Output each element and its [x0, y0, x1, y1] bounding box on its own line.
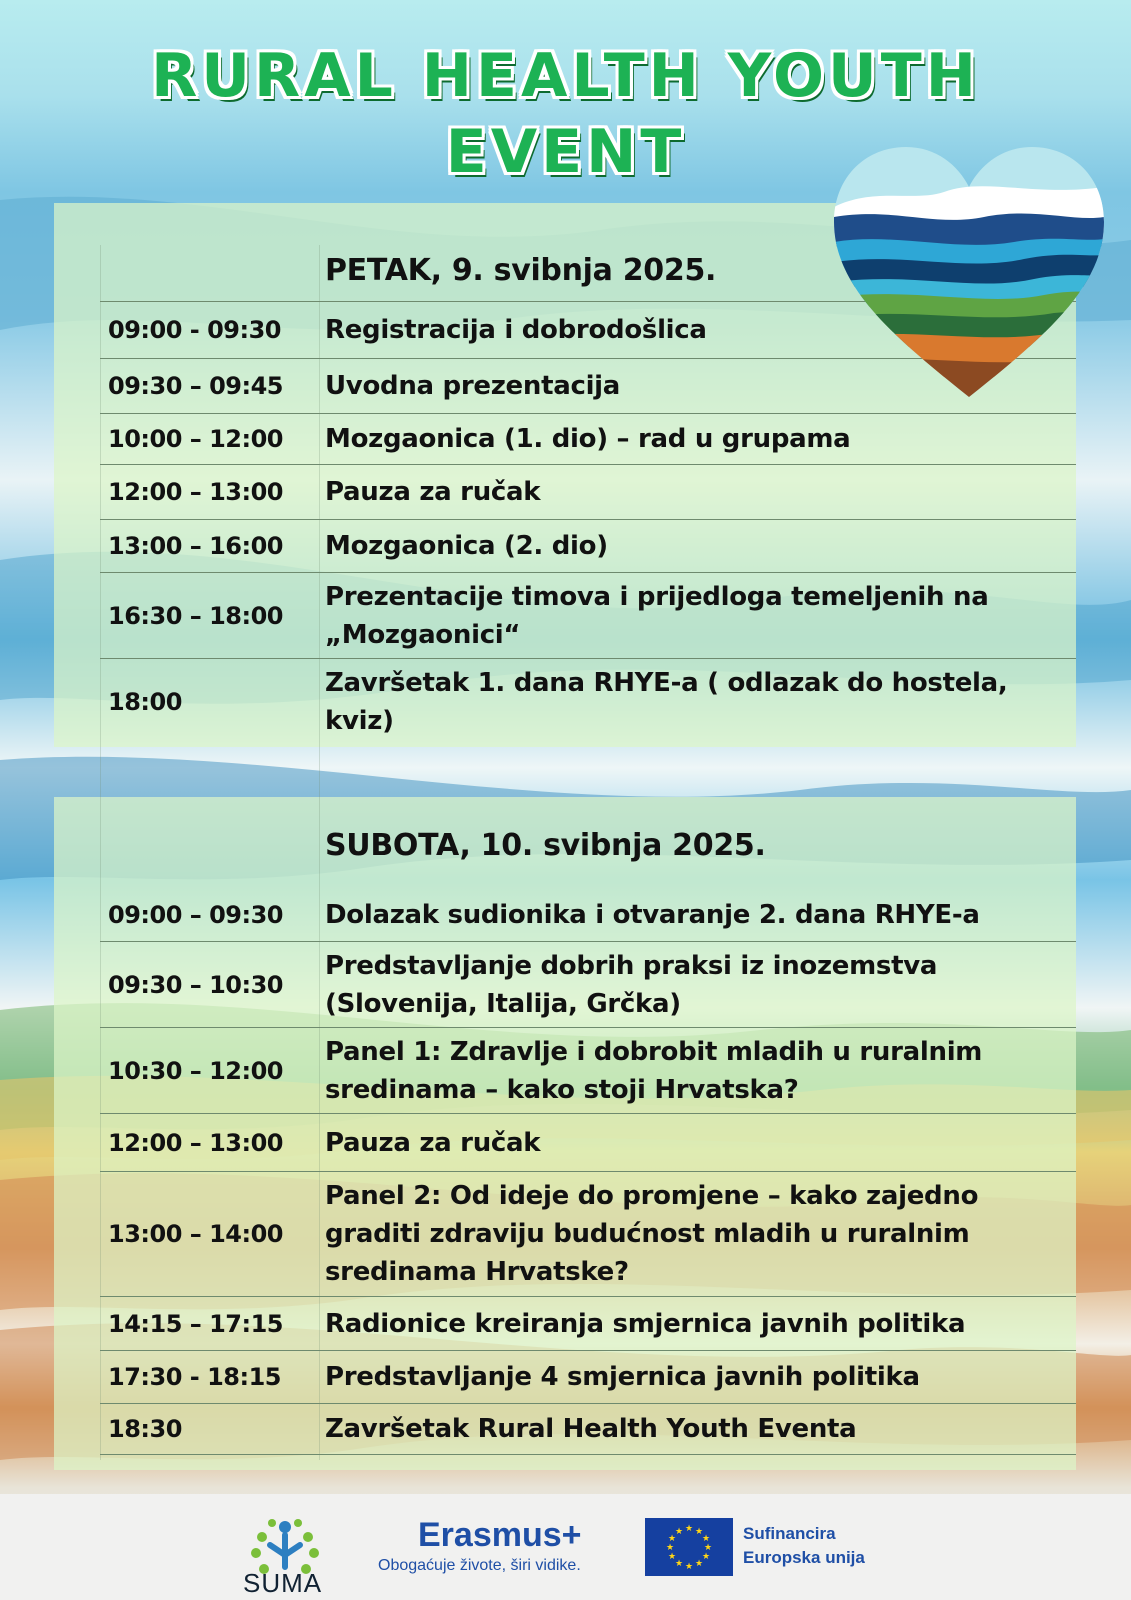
table-row — [100, 1114, 1076, 1172]
table-row — [100, 465, 1076, 520]
row-time: 09:30 – 10:30 — [108, 970, 283, 999]
eu-line-2: Europska unija — [743, 1548, 865, 1567]
table-row — [100, 1351, 1076, 1404]
table-row — [100, 520, 1076, 573]
table-row — [100, 414, 1076, 465]
erasmus-tagline: Obogaćuje živote, širi vidike. — [378, 1557, 581, 1574]
title-line-2: EVENT — [445, 117, 686, 187]
row-activity: Mozgaonica (1. dio) – rad u grupama — [325, 424, 851, 454]
row-activity: Predstavljanje dobrih praksi iz inozemstva (Slovenija, Italija, Grčka) — [325, 950, 938, 1019]
heart-landscape-icon — [834, 147, 1104, 403]
table-row — [100, 889, 1076, 942]
svg-text:★: ★ — [667, 1552, 677, 1562]
table-row — [100, 1297, 1076, 1351]
row-activity: Završetak 1. dana RHYE-a ( odlazak do hostela, kviz) — [325, 668, 1008, 736]
day2-heading-row — [100, 812, 1076, 888]
table-row — [100, 1172, 1076, 1297]
table-row — [100, 1404, 1076, 1455]
row-activity: Prezentacije timova i prijedloga temeljenih na „Mozgaonici“ — [325, 581, 989, 650]
suma-logo-text: SUMA — [243, 1568, 323, 1598]
row-activity: Panel 2: Od ideje do promjene – kako zajedno graditi zdraviju budućnost mladih u ruralnim sredinama Hrvatske? — [325, 1181, 979, 1287]
row-time: 09:00 - 09:30 — [108, 316, 281, 344]
row-time: 18:00 — [108, 688, 182, 716]
eu-flag-icon — [645, 1518, 733, 1576]
svg-text:★: ★ — [674, 1559, 684, 1569]
svg-text:★: ★ — [694, 1559, 704, 1569]
row-activity: Radionice kreiranja smjernica javnih politika — [325, 1308, 966, 1339]
row-activity: Dolazak sudionika i otvaranje 2. dana RHYE-a — [325, 900, 980, 930]
svg-text:★: ★ — [674, 1527, 684, 1537]
row-time: 09:00 – 09:30 — [108, 901, 283, 929]
row-activity: Pauza za ručak — [325, 1127, 541, 1158]
row-time: 14:15 – 17:15 — [108, 1309, 283, 1338]
title-line-1: RURAL HEALTH YOUTH — [151, 41, 980, 111]
svg-text:★: ★ — [665, 1543, 675, 1553]
row-time: 16:30 – 18:00 — [108, 601, 283, 630]
row-time: 18:30 — [108, 1415, 182, 1443]
eu-cofunded-text — [743, 1522, 865, 1570]
svg-text:★: ★ — [701, 1552, 711, 1562]
table-row — [100, 659, 1076, 745]
table-row — [100, 1028, 1076, 1114]
svg-text:★: ★ — [701, 1534, 711, 1544]
row-time: 17:30 - 18:15 — [108, 1363, 281, 1391]
row-activity: Predstavljanje 4 smjernica javnih politika — [325, 1362, 920, 1392]
row-activity: Pauza za ručak — [325, 477, 541, 507]
eu-line-1: Sufinancira — [743, 1524, 836, 1543]
row-time: 12:00 – 13:00 — [108, 478, 283, 506]
row-time: 10:30 – 12:00 — [108, 1056, 283, 1085]
row-time: 12:00 – 13:00 — [108, 1128, 283, 1157]
row-activity: Završetak Rural Health Youth Eventa — [325, 1414, 857, 1444]
row-activity: Uvodna prezentacija — [325, 371, 621, 401]
day2-heading: SUBOTA, 10. svibnja 2025. — [325, 828, 766, 863]
svg-text:★: ★ — [684, 1524, 694, 1534]
row-time: 13:00 – 14:00 — [108, 1220, 283, 1248]
day1-heading: PETAK, 9. svibnja 2025. — [325, 253, 717, 288]
row-activity: Registracija i dobrodošlica — [325, 315, 707, 345]
row-activity: Mozgaonica (2. dio) — [325, 531, 608, 561]
svg-text:★: ★ — [667, 1534, 677, 1544]
erasmus-logo-text: Erasmus+ — [418, 1516, 582, 1554]
row-time: 13:00 – 16:00 — [108, 532, 283, 560]
row-time: 09:30 – 09:45 — [108, 372, 283, 400]
row-activity: Panel 1: Zdravlje i dobrobit mladih u ruralnim sredinama – kako stoji Hrvatska? — [325, 1036, 983, 1105]
table-row — [100, 573, 1076, 659]
svg-text:★: ★ — [703, 1543, 713, 1553]
svg-text:★: ★ — [684, 1562, 694, 1572]
table-row — [100, 942, 1076, 1028]
row-time: 10:00 – 12:00 — [108, 425, 283, 453]
svg-text:★: ★ — [694, 1527, 704, 1537]
